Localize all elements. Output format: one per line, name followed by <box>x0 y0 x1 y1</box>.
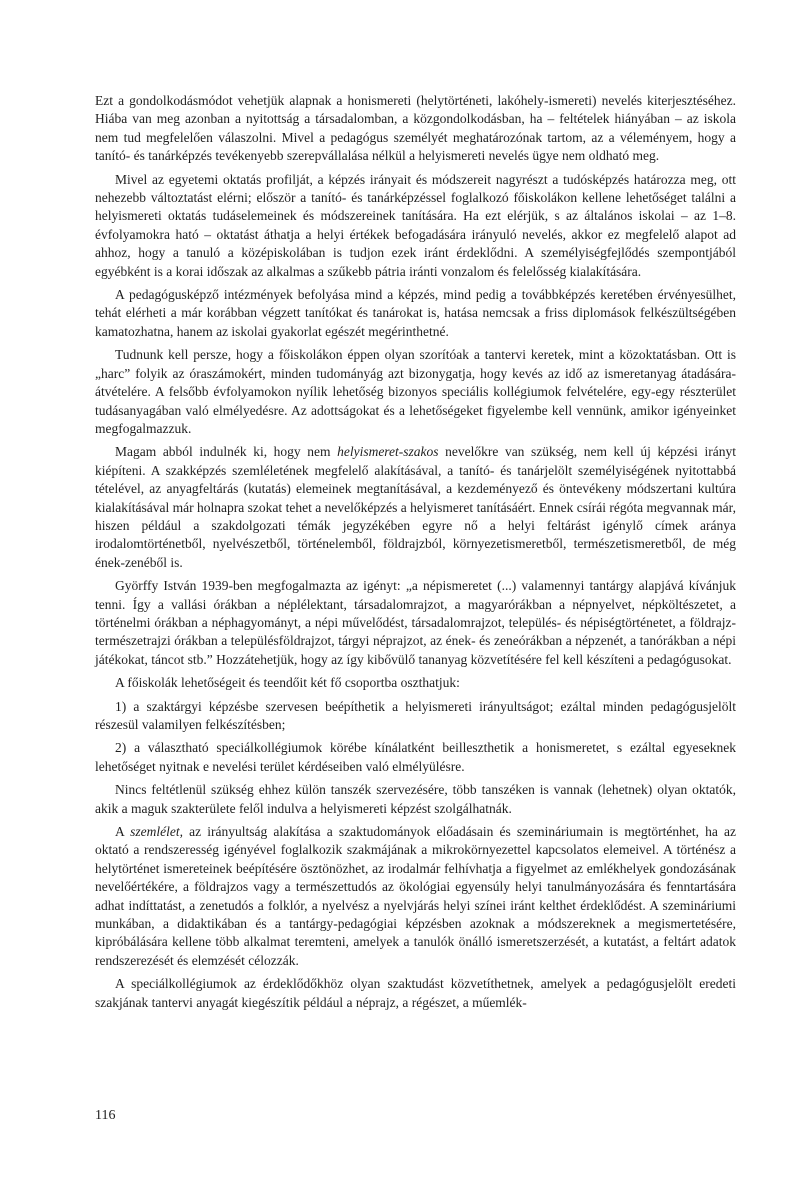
paragraph-5-post: nevelőkre van szükség, nem kell új képzési irányt kiépíteni. A szakképzés szemléletének megfelelő alakításával, a tanító- és tanárjelölt személyiségének nyitottabbá tételével, az anyagfeltárás (kutatás) elemeinek megtanításával, a kezdeményező és öntevékeny módszertani kultúra kialakításával már holnapra szokat tehet a nevelőképzés a helyismeret tanításáért. Ennek csírái régóta megvannak már, hiszen például a szakdolgozati témák jegyzékében egyre nő a helyi feltárást igénylő címek aránya irodalomtörténetből, nyelvészetből, történelemből, földrajzból, környezetismeretből, természetismeretből, de még ének-zenéből is. <box>95 444 736 570</box>
paragraph-5 <box>95 443 736 572</box>
paragraph-2: Mivel az egyetemi oktatás profilját, a képzés irányait és módszereit nagyrészt a tudósképzés határozza meg, ott nehezebb változtatást elérni; először a tanító- és tanárképzéssel foglalkozó főiskolákon kellene lehetőséget találni a helyismereti oktatás tudáselemeinek és módszereinek tanítására. Ha ezt elérjük, s az általános iskolai – az 1–8. évfolyamokra ható – oktatást áthatja a helyi értékek befogadására irányuló nevelés, akkor ez megfelelő alapot ad ahhoz, hogy a tanuló a középiskolában is tudjon ezek iránt érdeklődni. A személyiségfejlődés szempontjából egyébként is a korai időszak az alkalmas a szűkebb pátria iránti vonzalom és felelősség kialakítására. <box>95 171 736 279</box>
paragraph-8: 1) a szaktárgyi képzésbe szervesen beépíthetik a helyismereti irányultságot; ezáltal minden pedagógusjelölt részesül valamilyen felkészítésben; <box>95 698 736 732</box>
paragraph-9: 2) a választható speciálkollégiumok körébe kínálatként beilleszthetik a honismeretet, s ezáltal egyeseknek lehetőséget nyitnak e nevelési terület kérdéseiben való elmélyülésre. <box>95 740 736 774</box>
paragraph-6: Györffy István 1939-ben megfogalmazta az igényt: „a népismeretet (...) valamennyi tantárgy alapjává kívánjuk tenni. Így a vallási órákban a néplélektant, társadalomrajzot, a magyarórákban a népnyelvet, népköltészetet, a történelmi órákban a néphagyományt, a népi művelődést, társadalomrajzot, település- és népiségtörténetet, a földrajz-természetrajzi órákban a településföldrajzot, tárgyi néprajzot, az ének- és zeneórákban a népzenét, a tanórákban a népi játékokat, táncot stb.” Hozzátehetjük, hogy az így kibővülő tananyag közvetítésére fel kell készíteni a pedagógusokat. <box>95 578 736 667</box>
paragraph-11-pre: A <box>115 824 131 840</box>
paragraph-4: Tudnunk kell persze, hogy a főiskolákon éppen olyan szorítóak a tantervi keretek, mint a közoktatásban. Ott is „harc” folyik az óraszámokért, minden tudományág azt bizonygatja, hogy kevés az idő az ismeretanyag átadására-átvételére. A felsőbb évfolyamokon nyílik lehetőség bizonyos speciális kollégiumok felvételére, egy-egy részterület tudásanyagában való elmélyedésre. Az adottságokat és a lehetőségeket figyelembe kell vennünk, amikor igényeinket megfogalmazzuk. <box>95 347 736 436</box>
paragraph-10: Nincs feltétlenül szükség ehhez külön tanszék szervezésére, több tanszéken is vannak (lehetnek) olyan oktatók, akik a maguk szakterülete felől indulva a helyismereti képzést szolgálhatnák. <box>95 782 736 816</box>
paragraph-11-italic: szemlélet, <box>130 824 184 840</box>
paragraph-1: Ezt a gondolkodásmódot vehetjük alapnak a honismereti (helytörténeti, lakóhely-ismereti) nevelés kiterjesztéséhez. Hiába van meg azonban a nyitottság a társadalomban, a közgondolkodásban, ha – feltételek hiányában – az iskola nem tud megfelelően válaszolni. Mivel a pedagógus személyét meghatározónak tartom, az a véleményem, hogy a tanító- és tanárképzés tevékenyebb szerepvállalása nélkül a helyismereti nevelés ügye nem oldható meg. <box>95 93 736 164</box>
paragraph-12: A speciálkollégiumok az érdeklődőkhöz olyan szaktudást közvetíthetnek, amelyek a pedagógusjelölt eredeti szakjának tantervi anyagát kiegészítik például a néprajz, a régészet, a műemlék- <box>95 976 736 1010</box>
paragraph-7: A főiskolák lehetőségeit és teendőit két fő csoportba oszthatjuk: <box>115 675 460 691</box>
paragraph-11-post: az irányultság alakítása a szaktudományok előadásain és szemináriumain is megtörténhet, ha az oktató a rendszeresség igényével foglalkozik szakmájának a mikrokörnyezettel kapcsolatos elemeivel. A történész a helytörténet ismereteinek beépítésére ösztönözhet, az irodalmár felhívhatja a figyelmet az emlékhelyek gondozásának nevelőértékére, a földrajzos vagy a természettudós az ökológiai egyensúly helyi tanulmányozására és fenntartására adhat indíttatást, a zenetudós a folklór, a nyelvész a nyelvjárás helyi színei iránt kelthet érdeklődést. A szemináriumi munkában, a didaktikában és a tantárgy-pedagógiai képzésben azoknak a módszereknek a megismertetésére, kipróbálására kellene több alkalmat teremteni, amelyek a tanulók önálló ismeretszerzését, a kutatást, a feltárt adatok rendszerezését és elemzését célozzák. <box>95 824 736 968</box>
paragraph-11 <box>95 823 736 970</box>
paragraph-5-pre: Magam abból indulnék ki, hogy nem <box>115 444 338 460</box>
document-page <box>95 92 736 1017</box>
page-number: 116 <box>95 1108 116 1123</box>
paragraph-5-italic: helyismeret-szakos <box>337 444 439 460</box>
paragraph-3: A pedagógusképző intézmények befolyása mind a képzés, mind pedig a továbbképzés keretében érvényesülhet, tehát elérheti a már korábban végzett tanítókat és tanárokat is, hatása nemcsak a friss diplomások felkészültségében kamatozhatna, hanem az iskolai gyakorlat egészét megérinthetné. <box>95 287 736 339</box>
